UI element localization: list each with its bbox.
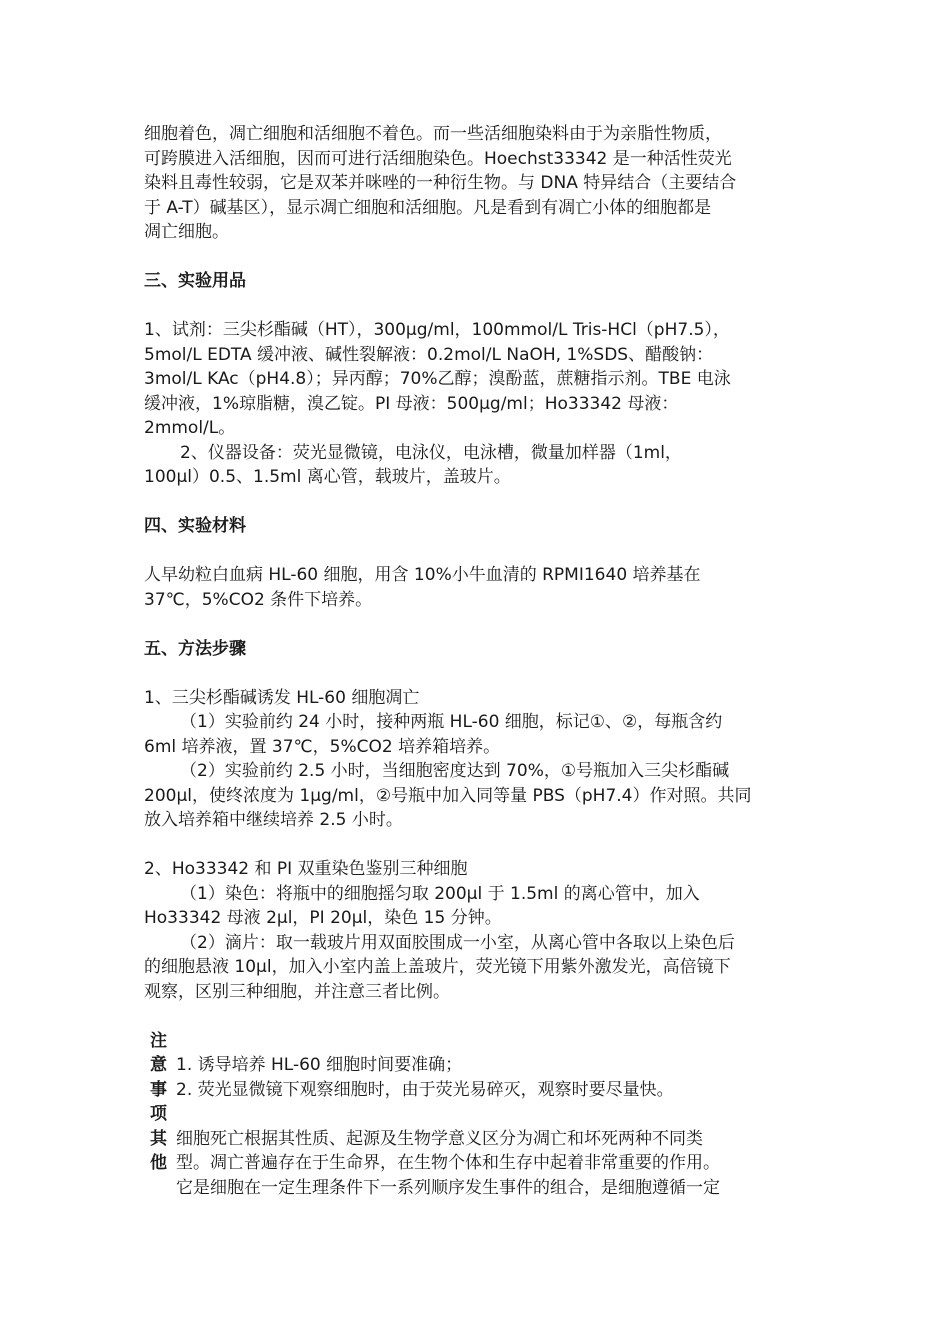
step2-p1-line: （1）染色：将瓶中的细胞摇匀取 200μl 于 1.5ml 的离心管中，加入 bbox=[180, 883, 700, 904]
notes-label-char: 注 bbox=[150, 1030, 167, 1051]
notes-label-char: 其 bbox=[150, 1128, 167, 1149]
step2-p2-line: 观察，区别三种细胞，并注意三者比例。 bbox=[144, 981, 450, 1002]
spacer bbox=[176, 1029, 809, 1054]
note-item: 2. 荧光显微镜下观察细胞时，由于荧光易碎灭，观察时要尽量快。 bbox=[176, 1079, 674, 1100]
spacer bbox=[144, 539, 809, 564]
intro-line: 细胞着色，凋亡细胞和活细胞不着色。而一些活细胞染料由于为亲脂性物质， bbox=[144, 124, 722, 144]
reagents-line: 1、试剂：三尖杉酯碱（HT），300μg/ml，100mmol/L Tris-HCl（pH7.5）， bbox=[144, 320, 730, 340]
material-line: 37℃，5%CO2 条件下培养。 bbox=[144, 589, 373, 610]
section-title-cell-material: 四、实验材料 bbox=[144, 516, 246, 536]
step1-block bbox=[144, 686, 809, 833]
intro-line: 于 A-T）碱基区），显示凋亡细胞和活细胞。凡是看到有凋亡小体的细胞都是 bbox=[144, 197, 712, 218]
intro-paragraph bbox=[144, 122, 809, 245]
step1-title: 1、三尖杉酯碱诱发 HL-60 细胞凋亡 bbox=[144, 687, 420, 708]
step2-title: 2、Ho33342 和 PI 双重染色鉴别三种细胞 bbox=[144, 859, 468, 879]
section-title-materials: 三、实验用品 bbox=[144, 271, 246, 291]
reagents-line: 缓冲液，1%琼脂糖，溴乙锭。PI 母液：500μg/ml；Ho33342 母液： bbox=[144, 393, 679, 414]
notes-body bbox=[144, 1029, 809, 1176]
notes-label-char: 意 bbox=[150, 1055, 167, 1075]
spacer bbox=[144, 490, 809, 515]
spacer bbox=[144, 294, 809, 319]
step1-p2-line: 200μl，使终浓度为 1μg/ml，②号瓶中加入同等量 PBS（pH7.4）作对照。共同 bbox=[144, 785, 752, 806]
reagents-line: 3mol/L KAc（pH4.8）；异丙醇；70%乙醇；溴酚蓝，蔗糖指示剂。TBE 电泳 bbox=[144, 369, 731, 389]
reagents-line: 5mol/L EDTA 缓冲液、碱性裂解液：0.2mol/L NaOH, 1%SDS、醋酸钠： bbox=[144, 344, 714, 365]
spacer bbox=[144, 1004, 809, 1029]
spacer bbox=[176, 1102, 809, 1127]
equipment-line: 2、仪器设备：荧光显微镜，电泳仪，电泳槽，微量加样器（1ml， bbox=[180, 442, 682, 463]
spacer bbox=[144, 661, 809, 686]
step1-p1-line: （1）实验前约 24 小时，接种两瓶 HL-60 细胞，标记①、②，每瓶含约 bbox=[180, 712, 723, 732]
step2-p2-line: （2）滴片：取一载玻片用双面胶围成一小室，从离心管中各取以上染色后 bbox=[180, 932, 735, 953]
intro-line: 凋亡细胞。 bbox=[144, 222, 229, 242]
reagents-paragraph bbox=[144, 318, 809, 441]
spacer bbox=[144, 245, 809, 270]
reagents-line: 2mmol/L。 bbox=[144, 418, 236, 438]
step1-p2-line: （2）实验前约 2.5 小时，当细胞密度达到 70%，①号瓶加入三尖杉酯碱 bbox=[180, 761, 730, 781]
step1-p1-line: 6ml 培养液，置 37℃，5%CO2 培养箱培养。 bbox=[144, 736, 501, 757]
notes-label-char: 他 bbox=[150, 1153, 167, 1173]
intro-line: 可跨膜进入活细胞，因而可进行活细胞染色。Hoechst33342 是一种活性荧光 bbox=[144, 148, 732, 169]
step1-p2-line: 放入培养箱中继续培养 2.5 小时。 bbox=[144, 810, 403, 830]
notes-table bbox=[144, 1029, 809, 1201]
note-item: 1. 诱导培养 HL-60 细胞时间要准确； bbox=[176, 1055, 463, 1075]
step2-p1-line: Ho33342 母液 2μl，PI 20μl，染色 15 分钟。 bbox=[144, 908, 502, 928]
notes-label-char: 项 bbox=[150, 1104, 167, 1124]
other-line: 型。凋亡普遍存在于生命界，在生物个体和生存中起着非常重要的作用。 bbox=[176, 1153, 720, 1173]
equipment-line: 100μl）0.5、1.5ml 离心管，载玻片，盖玻片。 bbox=[144, 467, 511, 487]
notes-label-char: 事 bbox=[150, 1079, 167, 1100]
step2-p2-line: 的细胞悬液 10μl，加入小室内盖上盖玻片，荧光镜下用紫外激发光，高倍镜下 bbox=[144, 957, 731, 977]
step2-block bbox=[144, 857, 809, 1004]
material-line: 人早幼粒白血病 HL-60 细胞，用含 10%小牛血清的 RPMI1640 培养基在 bbox=[144, 565, 701, 585]
document-page bbox=[144, 122, 809, 1200]
other-line-continued: 它是细胞在一定生理条件下一系列顺序发生事件的组合，是细胞遵循一定 bbox=[176, 1177, 720, 1198]
spacer bbox=[144, 833, 809, 858]
material-paragraph bbox=[144, 563, 809, 612]
notes-label-column bbox=[150, 1029, 174, 1176]
intro-line: 染料且毒性较弱，它是双苯并咪唑的一种衍生物。与 DNA 特异结合（主要结合 bbox=[144, 173, 737, 193]
equipment-paragraph bbox=[144, 441, 809, 490]
spacer bbox=[144, 612, 809, 637]
other-line: 细胞死亡根据其性质、起源及生物学意义区分为凋亡和坏死两种不同类 bbox=[176, 1128, 703, 1149]
section-title-methods: 五、方法步骤 bbox=[144, 638, 246, 659]
